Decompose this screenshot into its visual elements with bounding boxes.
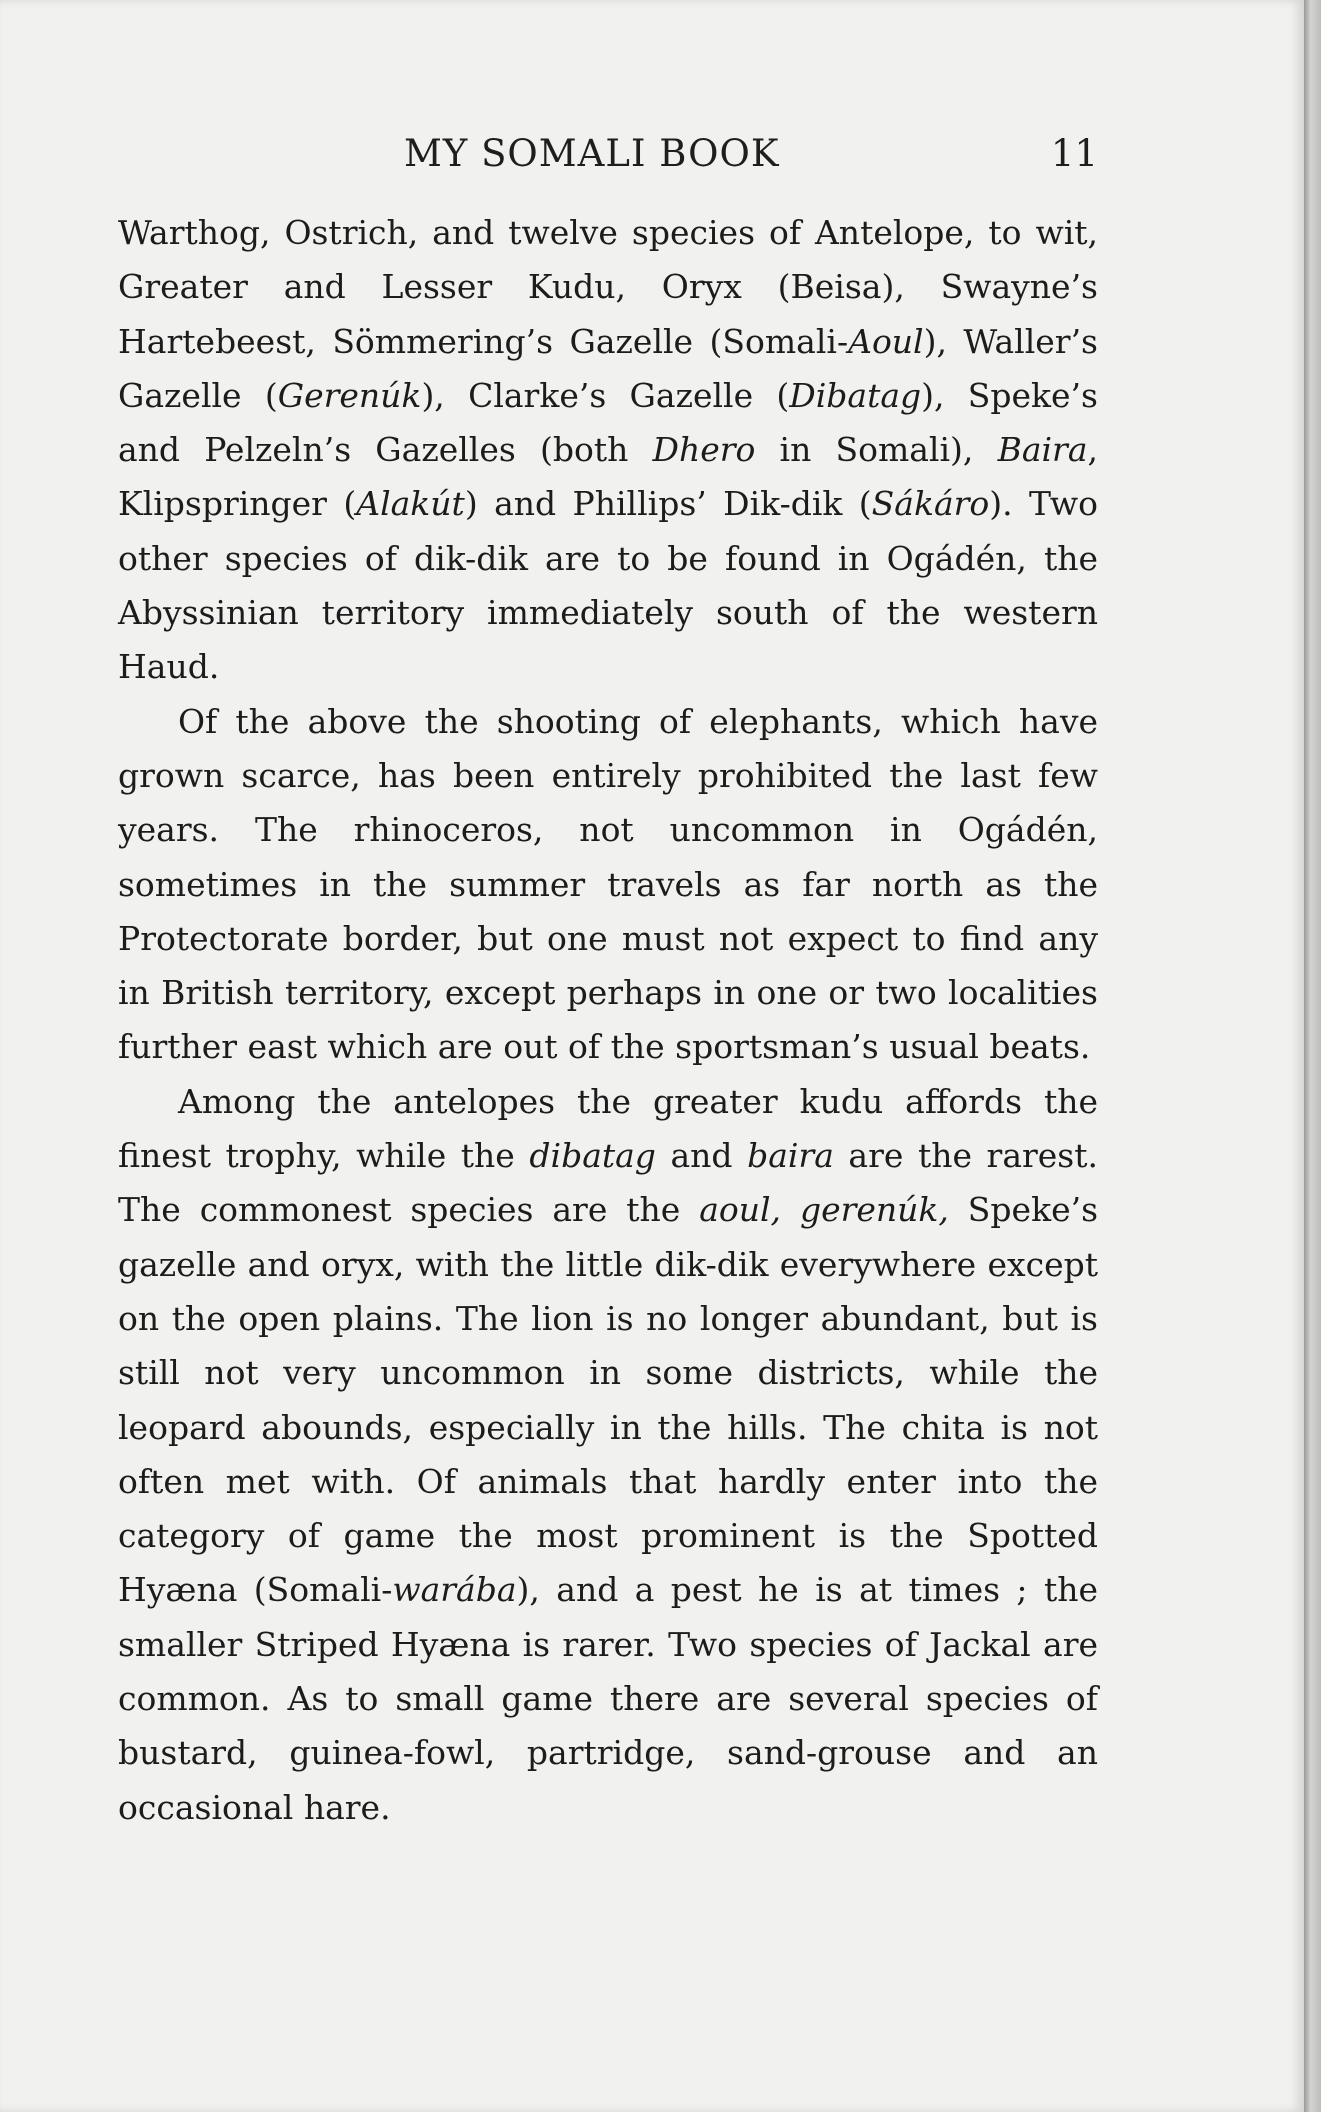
- text-segment: Speke’s gazelle and oryx, with the little dik-dik everywhere except on the open plains. The lion is no longer abundant, but is still not very uncommon in some districts, while the leopard abounds, especially in the hills. The chita is not often met with. Of animals that hardly enter into the category of game the most prominent is the Spotted Hyæna (Somali-: [118, 1190, 1099, 1610]
- text-segment: ), Clarke’s Gazelle (: [421, 375, 790, 415]
- text-segment: , Klipspringer (: [118, 430, 1098, 524]
- paragraph-3: [118, 1075, 1098, 1835]
- text-segment: ), and a pest he is at times ; the smaller Striped Hyæna is rarer. Two species of Jackal are common. As to small game there are several species of bustard, guinea-fowl, partridge, sand-grouse and an occasional hare.: [118, 1570, 1098, 1827]
- text-segment: and: [655, 1136, 748, 1176]
- text-segment: Of the above the shooting of elephants, which have grown scarce, has been entirely prohibited the last few years. The rhinoceros, not uncommon in Ogádén, sometimes in the summer travels as far north as the Protectorate border, but one must not expect to find any in British territory, except perhaps in one or two localities further east which are out of the sportsman’s usual beats.: [118, 701, 1098, 1067]
- italic-term: baira: [747, 1136, 834, 1176]
- text-segment: in Somali),: [755, 430, 998, 470]
- italic-term: Gerenúk: [277, 375, 422, 415]
- running-title: MY SOMALI BOOK: [404, 132, 780, 175]
- italic-term: warába: [392, 1570, 517, 1610]
- paragraph-2: [118, 695, 1098, 1075]
- page-number: 11: [1050, 132, 1098, 175]
- body-text: [118, 206, 1098, 1835]
- text-segment: Warthog, Ostrich, and twelve species of Antelope, to wit, Greater and Lesser Kudu, Oryx (Beisa), Swayne’s Hartebeest, Sömmering’s Gazelle (Somali-: [118, 213, 1098, 361]
- text-segment: Among the antelopes the greater kudu affords the finest trophy, while the: [118, 1081, 1098, 1176]
- italic-term: Sákáro: [871, 484, 990, 524]
- text-segment: ). Two other species of dik-dik are to be found in Ogádén, the Abyssinian territory immediately south of the western Haud.: [118, 484, 1098, 687]
- italic-term: Alakút: [356, 484, 465, 524]
- italic-term: Dibatag: [789, 375, 922, 415]
- italic-term: dibatag: [529, 1136, 656, 1176]
- page-edge: [1304, 0, 1321, 2112]
- text-segment: ) and Phillips’ Dik-dik (: [464, 484, 872, 524]
- italic-term: Aoul: [848, 321, 924, 361]
- text-segment: ), Speke’s and Pelzeln’s Gazelles (both: [118, 375, 1098, 470]
- italic-term: Dhero: [652, 430, 756, 470]
- running-head: [118, 132, 1098, 182]
- paragraph-1: [118, 206, 1098, 695]
- italic-term: Baira: [997, 430, 1088, 470]
- italic-term: aoul, gerenúk,: [699, 1190, 949, 1230]
- text-segment: are the rarest. The commonest species are the: [118, 1136, 1098, 1230]
- text-segment: ), Waller’s Gazelle (: [118, 321, 1098, 415]
